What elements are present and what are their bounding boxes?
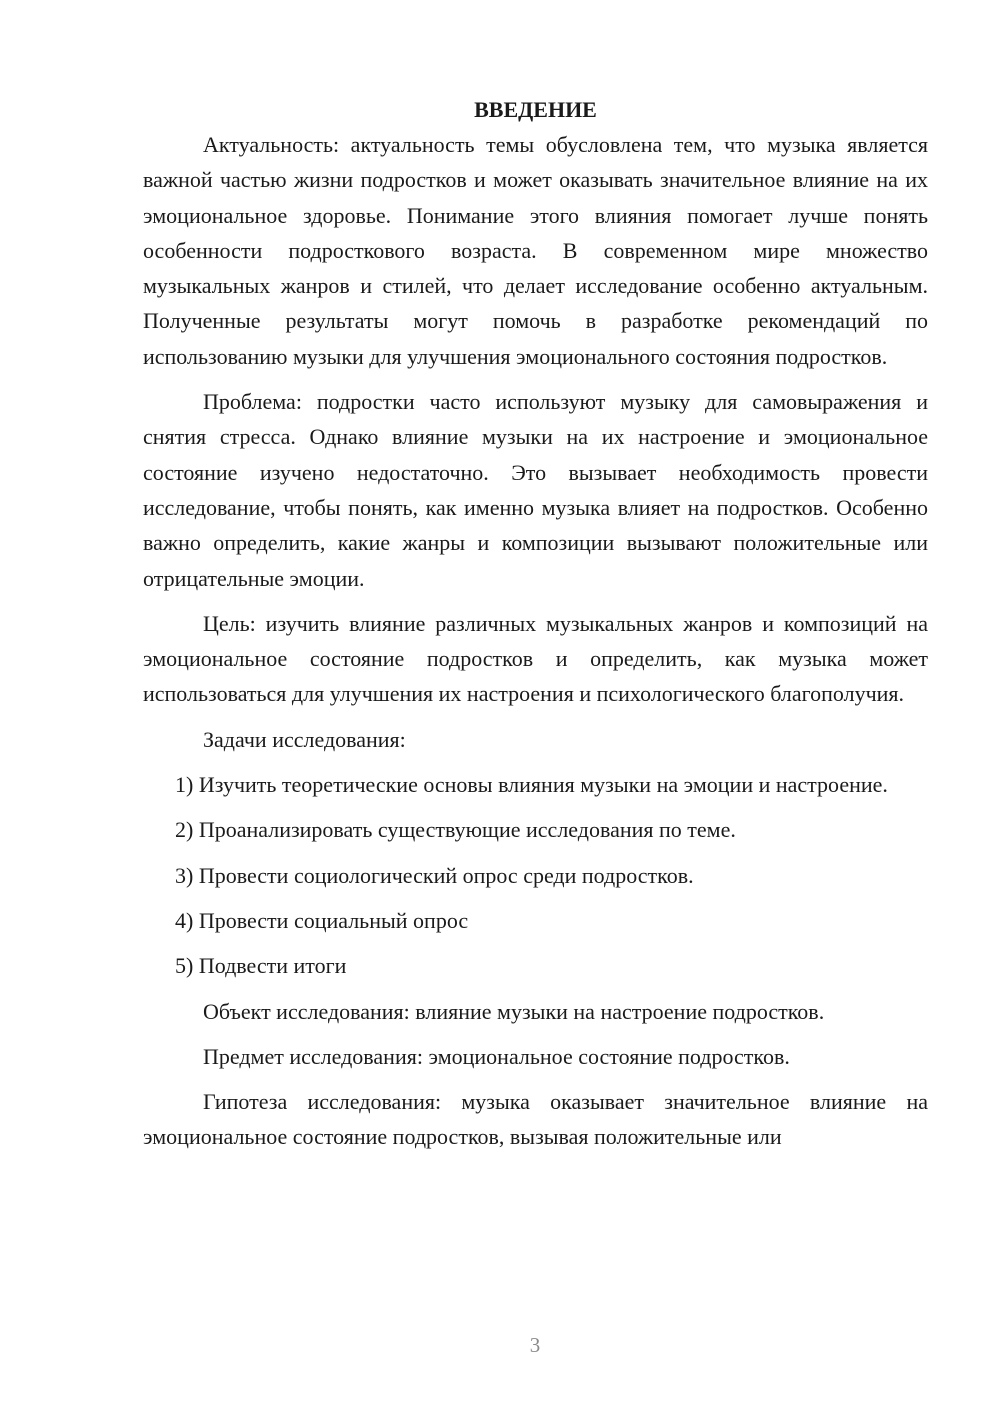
page-number: 3 bbox=[529, 1333, 541, 1357]
research-subject: Предмет исследования: эмоциональное состояние подростков. bbox=[203, 1043, 790, 1069]
goal-paragraph: Цель: изучить влияние различных музыкальных жанров и композиций на эмоциональное состояние подростков и определить, как музыка может использоваться для улучшения их настроения и психологического благополучия. bbox=[143, 610, 928, 707]
relevance-paragraph: Актуальность: актуальность темы обусловлена тем, что музыка является важной частью жизни подростков и может оказывать значительное влияние на их эмоциональное здоровье. Понимание этого влияния помогает лучше понять особенности подросткового возраста. В современном мире множество музыкальных жанров и стилей, что делает исследование особенно актуальным. Полученные результаты могут помочь в разработке рекомендаций по использованию музыки для улучшения эмоционального состояния подростков. bbox=[143, 132, 928, 369]
task-item-4: 4) Провести социальный опрос bbox=[175, 907, 469, 933]
document-body bbox=[143, 92, 928, 1155]
research-hypothesis: Гипотеза исследования: музыка оказывает значительное влияние на эмоциональное состояние подростков, вызывая положительные или bbox=[143, 1089, 928, 1150]
task-item-2: 2) Проанализировать существующие исследования по теме. bbox=[175, 817, 736, 843]
section-title: ВВЕДЕНИЕ bbox=[474, 97, 597, 122]
tasks-heading: Задачи исследования: bbox=[203, 726, 406, 752]
problem-paragraph: Проблема: подростки часто используют музыку для самовыражения и снятия стресса. Однако влияние музыки на их настроение и эмоциональное состояние изучено недостаточно. Это вызывает необходимость провести исследование, чтобы понять, как именно музыка влияет на подростков. Особенно важно определить, какие жанры и композиции вызывают положительные или отрицательные эмоции. bbox=[143, 389, 928, 591]
task-item-3: 3) Провести социологический опрос среди подростков. bbox=[175, 862, 694, 888]
task-item-5: 5) Подвести итоги bbox=[175, 953, 347, 979]
task-item-1: 1) Изучить теоретические основы влияния музыки на эмоции и настроение. bbox=[175, 772, 888, 798]
research-object: Объект исследования: влияние музыки на настроение подростков. bbox=[203, 998, 825, 1024]
